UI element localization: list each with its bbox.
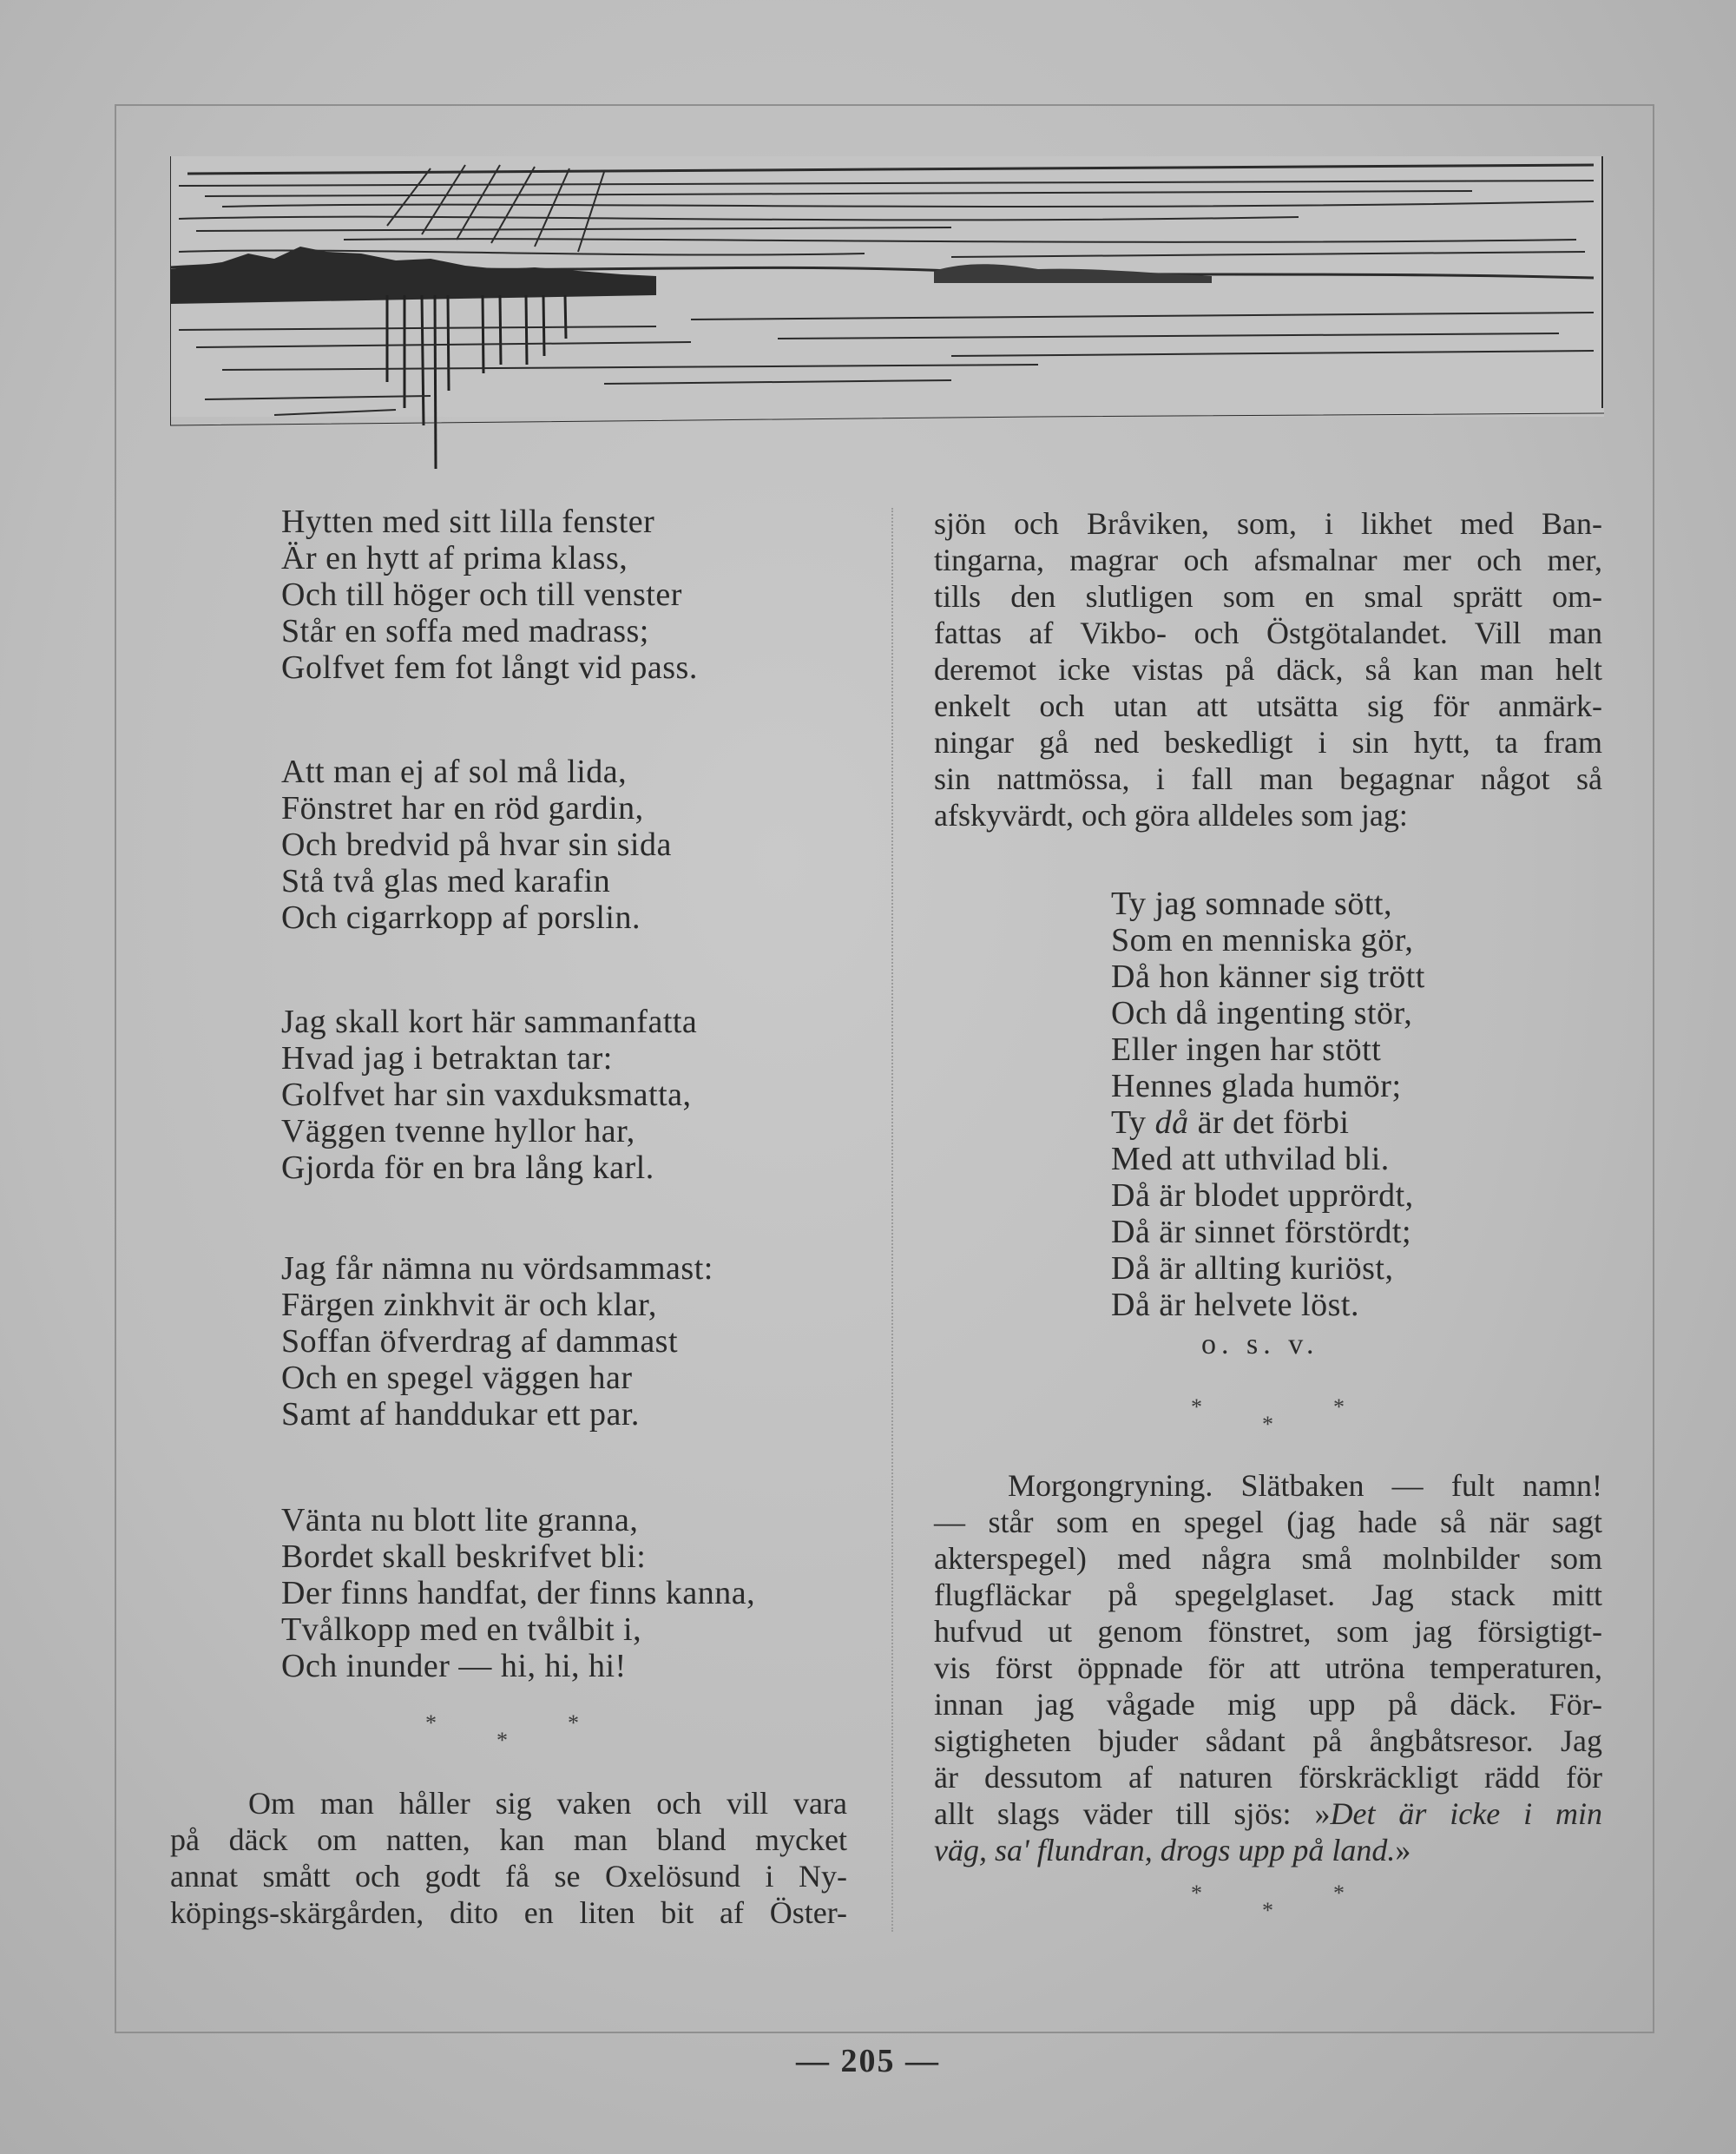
- poem-line: Soffan öfverdrag af dammast: [281, 1323, 679, 1360]
- poem-line: Då är helvete löst.: [1111, 1287, 1359, 1323]
- asterism-star: *: [1262, 1898, 1273, 1923]
- poem-line: Att man ej af sol må lida,: [281, 754, 628, 790]
- column-divider: [891, 508, 893, 1932]
- signature-osv: o. s. v.: [1201, 1328, 1319, 1360]
- left-prose-paragraph: [170, 1785, 847, 1931]
- asterism-star: *: [568, 1710, 579, 1736]
- prose-line: Morgongryning. Slätbaken — fult namn!: [1008, 1468, 1602, 1503]
- poem-stanza-5: [281, 1502, 755, 1684]
- poem-stanza-4: [281, 1250, 713, 1433]
- poem-line: Fönstret har en röd gardin,: [281, 790, 644, 827]
- poem-line: Eller ingen har stött: [1111, 1031, 1382, 1068]
- poem-line: Stå två glas med karafin: [281, 863, 611, 899]
- prose-line: annat smått och godt få se Oxelösund i Ny-: [170, 1859, 847, 1894]
- poem-line: Då hon känner sig trött: [1111, 958, 1425, 995]
- poem-line: Färgen zinkhvit är och klar,: [281, 1287, 657, 1323]
- poem-line: Väggen tvenne hyllor har,: [281, 1113, 635, 1149]
- poem-line: Med att uthvilad bli.: [1111, 1141, 1390, 1177]
- poem-line: Är en hytt af prima klass,: [281, 540, 628, 576]
- prose-line: sjön och Bråviken, som, i likhet med Ban-: [934, 506, 1602, 541]
- poem-line: Står en soffa med madrass;: [281, 613, 649, 649]
- poem-stanza-3: [281, 1004, 697, 1186]
- poem-line: Golfvet fem fot långt vid pass.: [281, 649, 698, 686]
- poem-line: Gjorda för en bra lång karl.: [281, 1149, 654, 1186]
- poem-line: Golfvet har sin vaxduksmatta,: [281, 1077, 692, 1113]
- poem-line: Jag får nämna nu vördsammast:: [281, 1250, 713, 1287]
- prose-line: [934, 1832, 1602, 1868]
- prose-line: tingarna, magrar och afsmalnar mer och mer,: [934, 543, 1602, 577]
- prose-line: [934, 1795, 1602, 1832]
- poem-line: Bordet skall beskrifvet bli:: [281, 1538, 647, 1575]
- poem-line: Hytten med sitt lilla fenster: [281, 504, 655, 540]
- poem-line: Vänta nu blott lite granna,: [281, 1502, 639, 1538]
- poem-line: Och till höger och till venster: [281, 576, 682, 613]
- poem-line: Der finns handfat, der finns kanna,: [281, 1575, 756, 1611]
- lake-landscape-engraving-icon: [170, 156, 1604, 478]
- poem-text: är det förbi: [1188, 1104, 1350, 1141]
- prose-line: innan jag vågade mig upp på däck. För-: [934, 1687, 1602, 1722]
- right-prose-top: [934, 505, 1602, 833]
- asterism-divider: [1191, 1394, 1364, 1446]
- poem-line: Ty jag somnade sött,: [1111, 886, 1392, 922]
- poem-line: Och en spegel väggen har: [281, 1360, 633, 1396]
- prose-line: är dessutom af naturen förskräckligt rädd för: [934, 1760, 1602, 1795]
- prose-line: vis först öppnade för att utröna temperaturen,: [934, 1650, 1602, 1685]
- prose-line: Om man håller sig vaken och vill vara: [248, 1786, 847, 1821]
- poem-line: Och då ingenting stör,: [1111, 995, 1413, 1031]
- asterism-star: *: [1191, 1881, 1202, 1906]
- poem-line: Hennes glada humör;: [1111, 1068, 1402, 1104]
- prose-line: deremot icke vistas på däck, så kan man helt: [934, 652, 1602, 687]
- poem-line: Och cigarrkopp af porslin.: [281, 899, 641, 936]
- prose-line: flugfläckar på spegelglaset. Jag stack mitt: [934, 1578, 1602, 1612]
- prose-text: allt slags väder till sjös: »: [934, 1796, 1331, 1831]
- prose-line: sigtigheten bjuder sådant på ångbåtsresor. Jag: [934, 1723, 1602, 1758]
- asterism-star: *: [1191, 1394, 1202, 1420]
- poem-line: Jag skall kort här sammanfatta: [281, 1004, 698, 1040]
- prose-line: hufvud ut genom fönstret, som jag försigtigt-: [934, 1614, 1602, 1649]
- poem-line: Då är blodet upprördt,: [1111, 1177, 1414, 1214]
- poem-line: Hvad jag i betraktan tar:: [281, 1040, 613, 1077]
- prose-text: »: [1395, 1833, 1411, 1867]
- poem-line: Och inunder — hi, hi, hi!: [281, 1648, 627, 1684]
- prose-line: sin nattmössa, i fall man begagnar något så: [934, 761, 1602, 796]
- poem-stanza-2: [281, 754, 672, 936]
- poem-line: Som en menniska gör,: [1111, 922, 1414, 958]
- prose-line: — står som en spegel (jag hade så när sagt: [934, 1505, 1602, 1539]
- prose-line: fattas af Vikbo- och Östgötalandet. Vill man: [934, 616, 1602, 650]
- asterism-star: *: [1262, 1412, 1273, 1437]
- prose-emphasis: Det är icke i min: [1330, 1796, 1602, 1831]
- poem-line: [1111, 1104, 1425, 1141]
- asterism-star: *: [1333, 1881, 1345, 1906]
- right-prose-bottom: [934, 1467, 1602, 1868]
- asterism-star: *: [425, 1710, 437, 1736]
- prose-line: tills den slutligen som en smal sprätt om-: [934, 579, 1602, 614]
- prose-line: ningar gå ned beskedligt i sin hytt, ta fram: [934, 725, 1602, 760]
- asterism-divider: [425, 1710, 599, 1762]
- prose-line: enkelt och utan att utsätta sig för anmärk-: [934, 688, 1602, 723]
- asterism-star: *: [1333, 1394, 1345, 1420]
- prose-line: köpings-skärgården, dito en liten bit af Öster-: [170, 1895, 847, 1930]
- right-poem: [1111, 886, 1425, 1323]
- poem-line: Samt af handdukar ett par.: [281, 1396, 640, 1433]
- prose-emphasis: väg, sa' flundran, drogs upp på land.: [934, 1833, 1396, 1867]
- asterism-star: *: [496, 1728, 508, 1753]
- poem-emphasis: då: [1154, 1104, 1189, 1141]
- asterism-divider: [1191, 1881, 1364, 1933]
- poem-line: Tvålkopp med en tvålbit i,: [281, 1611, 642, 1648]
- prose-line: på däck om natten, kan man bland mycket: [170, 1822, 847, 1857]
- poem-line: Då är allting kuriöst,: [1111, 1250, 1394, 1287]
- page-number: — 205 —: [796, 2043, 940, 2079]
- poem-line: Och bredvid på hvar sin sida: [281, 827, 672, 863]
- poem-stanza-1: [281, 504, 698, 686]
- prose-line: afskyvärdt, och göra alldeles som jag:: [934, 798, 1408, 833]
- poem-line: Då är sinnet förstördt;: [1111, 1214, 1412, 1250]
- prose-line: akterspegel) med några små molnbilder som: [934, 1541, 1602, 1576]
- poem-text: Ty: [1111, 1104, 1155, 1141]
